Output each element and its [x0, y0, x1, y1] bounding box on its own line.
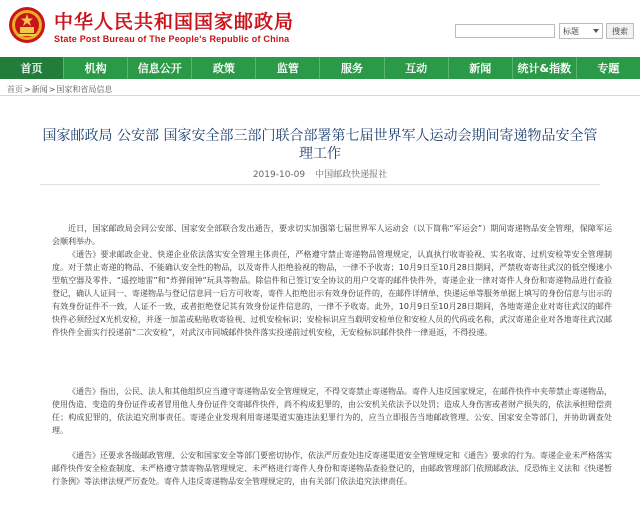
nav-item-disclosure[interactable]: 信息公开 — [128, 57, 192, 79]
article-meta — [0, 167, 640, 180]
article-paragraph: 近日，国家邮政局会同公安部、国家安全部联合发出通告，要求切实加强第七届世界军人运动会（以下简称“军运会”）期间寄递物品安全管理，保障军运会顺利举办。 — [52, 224, 612, 246]
nav-item-interaction[interactable]: 互动 — [385, 57, 449, 79]
nav-item-org[interactable]: 机构 — [64, 57, 128, 79]
meta-divider — [40, 184, 600, 185]
article-source: 中国邮政快递报社 — [315, 170, 388, 180]
main-nav — [0, 57, 640, 79]
article-title: 国家邮政局 公安部 国家安全部三部门联合部署第七届世界军人运动会期间寄递物品安全管理工作 — [42, 128, 598, 162]
site-title-en: State Post Bureau of The People's Republic of China — [54, 34, 290, 44]
national-emblem-icon — [8, 5, 46, 45]
search-input[interactable] — [455, 24, 555, 38]
search-button[interactable]: 搜索 — [606, 23, 634, 39]
nav-item-service[interactable]: 服务 — [320, 57, 384, 79]
site-title-cn: 中华人民共和国国家邮政局 — [54, 11, 295, 33]
nav-item-news[interactable]: 新闻 — [449, 57, 513, 79]
nav-item-policy[interactable]: 政策 — [192, 57, 256, 79]
breadcrumb-news[interactable]: 新闻 — [31, 85, 48, 94]
breadcrumb-current[interactable]: 国家和省局信息 — [56, 85, 113, 94]
article-date: 2019-10-09 — [252, 170, 306, 180]
breadcrumb-separator: > — [48, 85, 56, 94]
nav-item-statistics[interactable]: 统计&指数 — [513, 57, 577, 79]
site-header — [0, 0, 640, 56]
breadcrumb-home[interactable]: 首页 — [7, 85, 23, 94]
breadcrumb — [7, 84, 112, 95]
article-paragraph: 《通告》还要求各级邮政管理、公安和国家安全等部门要密切协作，依法严厉查处违反寄递渠道安全管理规定和《通告》要求的行为。寄递企业未严格落实邮件快件安全检查制度、未严格遵守禁寄物品管理规定、未严格进行寄件人身份和寄递物品查验登记的，由邮政管理部门依照邮政法、反恐怖主义法和《快递暂行条例》等法律法规严厉查处。寄件人违反寄递物品安全管理规定的，由有关部门依法追究法律责任。 — [52, 451, 612, 486]
nav-item-home[interactable]: 首页 — [0, 57, 64, 79]
search-scope-select[interactable] — [559, 23, 603, 39]
nav-item-topics[interactable]: 专题 — [597, 62, 620, 75]
article-paragraph: 《通告》要求邮政企业、快递企业依法落实安全管理主体责任，严格遵守禁止寄递物品管理规定，认真执行收寄验视、实名收寄、过机安检等安全管理制度。对于禁止寄递的物品、不能确认安全性的物品，以及寄件人拒绝验视的物品，一律不予收寄；10月9日至10月28日期间，严禁收寄寄往武汉的低空慢速小型航空器及零件、“遥控地雷”和“炸弹闹钟”玩具等物品。除信件和已签订安全协议的用户交寄的邮件快件外，寄递企业一律对寄件人身份和寄递物品进行查验登记，确认人证同一、寄递物品与登记信息同一后方可收寄，寄件人拒绝出示有效身份证件的，在邮件详情单、快递运单等服务单据上填写的身份信息与出示的有效身份证件不一致，人证不一致，或者拒绝登记其有效身份证件信息的，一律不予收寄。此外，10月9日至10月28日期间，各地寄递企业对寄往武汉的邮件快件必须经过X光机安检，并逐一加盖或粘贴收寄验视、过机安检标识；安检标识应当载明安检单位和安检人员的代码或名称，武汉寄递企业对各地寄往武汉邮件快件全面实行投递前“二次安检”，对武汉市同城邮件快件落实投递前过机安检，无安检标识邮件快件一律退返，不得投递。 — [52, 250, 612, 337]
search-scope-value: 标题 — [563, 26, 579, 36]
nav-item-regulation[interactable]: 监管 — [256, 57, 320, 79]
header-divider — [0, 95, 640, 96]
chevron-down-icon — [593, 29, 599, 33]
breadcrumb-separator: > — [24, 85, 31, 94]
article-paragraph: 《通告》指出，公民、法人和其他组织应当遵守寄递物品安全管理规定，不得交寄禁止寄递物品。寄件人违反国家规定，在邮件快件中夹带禁止寄递物品，使用伪造、变造的身份证件或者冒用他人身份证件交寄邮件快件，尚不构成犯罪的，由公安机关依法予以处罚；造成人身伤害或者财产损失的，依法承担赔偿责任；构成犯罪的，依法追究刑事责任。寄递企业发现利用寄递渠道实施违法犯罪行为的，应当立即报告当地邮政管理、公安、国家安全等部门，并协助调查处理。 — [52, 387, 612, 435]
